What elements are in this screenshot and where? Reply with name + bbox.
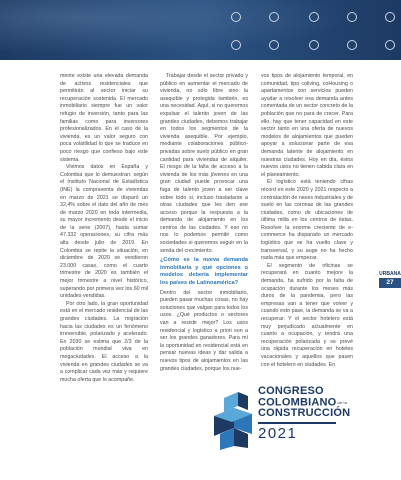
paragraph: Trabajar desde el sector privado y público en aumentar el mercado de vivienda, no sólo libre sino la asequible y protegida también, es una necesidad. Aquí, si no queremos expulsar el talento joven de las grandes ciudades, debemos trabajar en todos los segmentos de la vivienda asequible. Por ejemplo, mediante colaboraciones público-privadas sobre suelo público en gran cantidad para viviendas de alquiler. El riesgo de la falta de acceso a la vivienda de los más jóvenes en una gran ciudad puede provocar una fuga de talento joven a ser clave sobre todo si, incluso trasladarse a otras ciudades que les den ese acceso porque la respuesta a la demanda de alojamiento en los centros de las ciudades. Y eso no nos lo podemos permitir como sociedades si queremos seguir en la senda del crecimiento. xyxy=(160,73,248,254)
paragraph: Dentro del sector inmobiliario, pueden pasar muchas cosas, no hay soluciones que valgan para todos los usos. ¿Qué productos o sectores van a resistir mejor? Los usos residencial y logístico a priori son a ser los grandes ganadores. Para mí la oportunidad en residencial está en pensar nuevas ideas y dar salida a nuevos tipos de alojamientos en las grandes ciudades, porque los nue- xyxy=(160,289,248,372)
logo-line-2-small: de la xyxy=(337,400,348,405)
article-column-3 xyxy=(261,73,353,369)
circle-icon xyxy=(269,12,279,22)
circle-icon xyxy=(269,40,279,50)
building-blocks-icon xyxy=(210,388,256,450)
logo-line-2-main: COLOMBIANO xyxy=(258,396,337,409)
paragraph: El logístico está teniendo cifras récord en este 2020 y 2021 respecto a contratación de naves industriales y de suelo en las coronas de las grandes ciudades, como de ubicaciones de última milla en los centros de éstas. Resolver la enorme creciente de e-commerce ha disparado un mercado logístico que se ha vuelto clave y transversal, y su auge no ha hecho nada más que empezar. xyxy=(261,179,353,262)
circle-icon xyxy=(309,12,319,22)
header-photo-band xyxy=(0,0,401,60)
circle-icon xyxy=(231,40,241,50)
article-column-2 xyxy=(160,73,248,373)
article-column-1 xyxy=(60,73,148,384)
page-number: 27 xyxy=(379,278,401,288)
logo-divider xyxy=(258,422,336,424)
logo-line-3: CONSTRUCCIÓN xyxy=(258,407,351,420)
paragraph: El segmento de oficinas se recuperará en cuanto mejore la demanda, ha sufrido por la falta de ocupación durante los meses más duros de la pandemia, pero las empresas van a tener que volver y cuando esto pase, la demanda se va a recuperar. Y el sector hotelero está muy perjudicado actualmente en cuanto a ocupación, y tendrá una recuperación polarizada y se prevé una rápida recuperación en hoteles vacacionales y aquellos que pasen con el hotelero en ciudades. En xyxy=(261,262,353,368)
circle-icon xyxy=(347,40,357,50)
paragraph: vos tipos de alojamiento temporal, en comunidad, tipo coliving, coHousing o apartamentos con servicios pueden ayudar a resolver esa demanda antes comentada de un sector concreto de la población que no para de crecer. Para ello, hay que tener capacidad en este sector tanto en una oferta de nuevos modelos de alojamientos que pueden apoyar a solucionar parte de esa demanda latente de alojamiento en nuestras ciudades. Hoy en día, éstos nuevos usos no tienen cabida clara en el planeamiento. xyxy=(261,73,353,178)
paragraph: Por otro lado, la gran oportunidad está en el mercado residencial de las grandes ciudades. La migración hacia las ciudades es un fenómeno irreversible, polarizado y acelerado. En 2030 se estima que 2/3 de la población mundial viva en megaciudades. El acceso a la vivienda en grandes ciudades se va a complicar cada vez más y requiere mucha oferta que lo acompañe. xyxy=(60,300,148,383)
circle-icon xyxy=(385,12,395,22)
decorative-circle-pattern xyxy=(211,0,401,60)
paragraph: mente existe una elevada demanda de activos residenciales que permitirán al sector iniciar su recuperación sostenida. El mercado inmobiliario siempre fue un valor refugio de inversión, tanto para las familias como para inversores profesionalizados. En el caso de la vivienda, es un valor seguro con poca volatilidad lo que se traduce en poco riesgo que confieso bajo este sistema. xyxy=(60,73,148,163)
section-tag: URBANA xyxy=(379,271,401,277)
paragraph: Vivimos datos en España y Colombia que lo demuestran: según el Instituto Nacional de Estadística (INE) la compraventa de viviendas en marzo de 2021 se disparó un 32,4% sobre el dato del año de mes de marzo 2020 en toda intermedia, su mayor incremento desde el inicio de la serie (2007), hasta sumar 47.332 operaciones, su cifra más alta desde julio de 2019. En Colombia se repite la situación, en diciembre de 2020 se vendieron 23.000 casas, como el cuarto trimestre de 2020 es también el mejor trimestre a nivel histórico, superando por primera vez los 60 mil unidades vendidas. xyxy=(60,164,148,300)
logo-wordmark xyxy=(258,385,351,442)
circle-icon xyxy=(385,40,395,50)
logo-year: 2021 xyxy=(258,424,298,442)
circle-icon xyxy=(231,12,241,22)
congress-logo xyxy=(210,380,350,480)
article-body xyxy=(60,73,355,383)
circle-icon xyxy=(309,40,319,50)
circle-icon xyxy=(347,12,357,22)
section-subheading: ¿Cómo es la nueva demanda inmobiliaria y qué opciones o modelos debería implementar los países de Latinoamérica? xyxy=(160,257,248,287)
logo-line-1: CONGRESO xyxy=(258,385,324,397)
